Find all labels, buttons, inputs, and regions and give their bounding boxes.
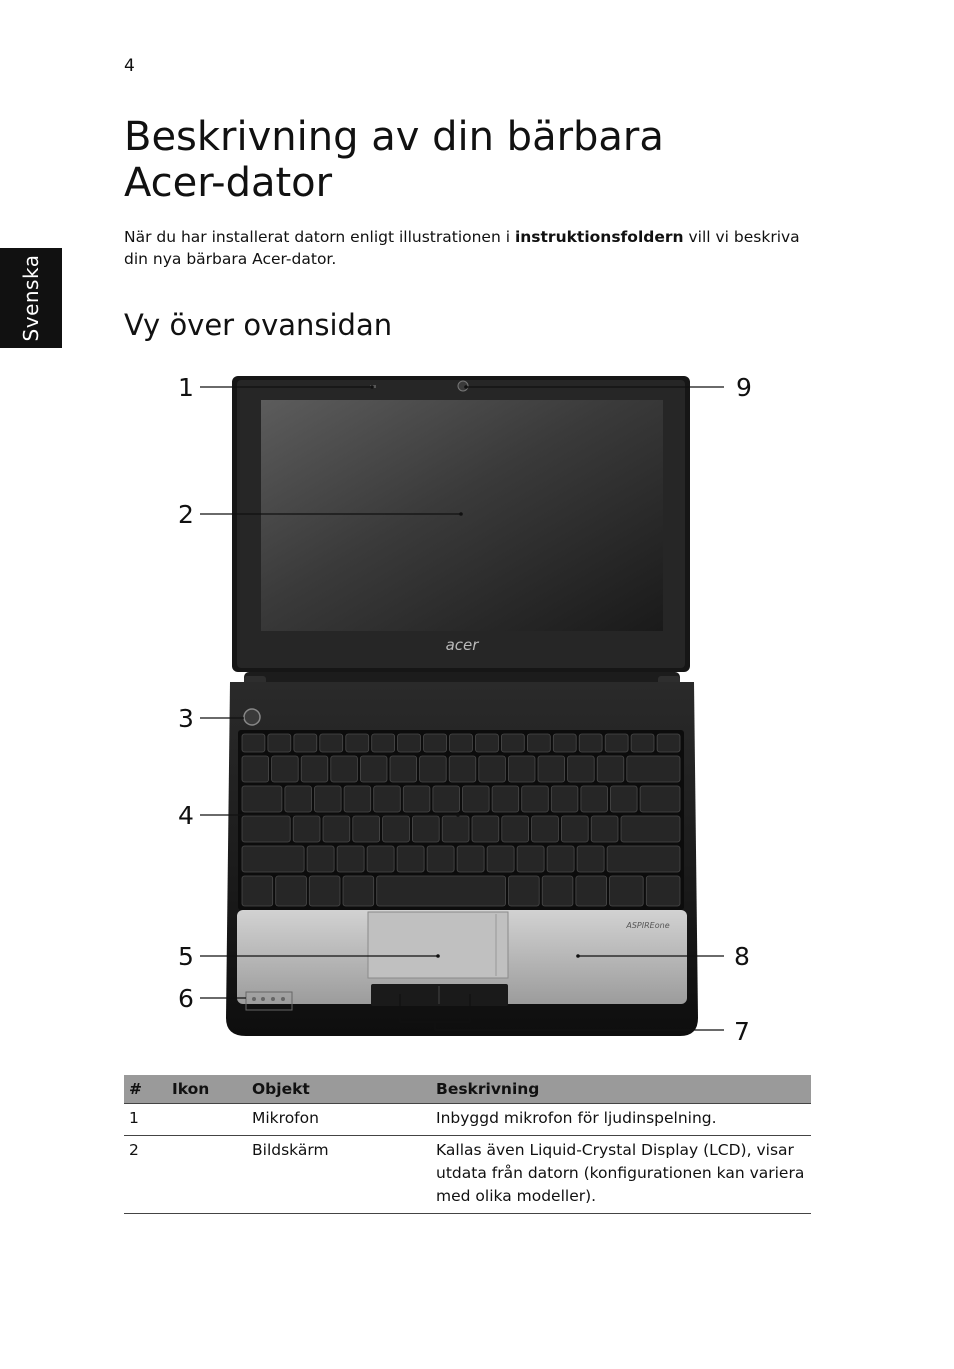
keyboard-key: [397, 846, 424, 872]
keyboard-key: [476, 734, 499, 752]
keyboard-key: [646, 876, 680, 906]
keyboard-key: [492, 786, 519, 812]
keyboard-key: [561, 816, 588, 842]
keyboard-key: [403, 786, 430, 812]
keyboard-key: [315, 786, 342, 812]
keyboard-key: [309, 876, 340, 906]
table-header-row: [124, 1075, 811, 1104]
intro-text-bold: instruktionsfoldern: [514, 228, 684, 246]
header-number: #: [124, 1075, 167, 1104]
keyboard-key: [472, 816, 499, 842]
keyboard-key: [242, 846, 304, 872]
row-number: 2: [124, 1136, 167, 1214]
keyboard-key: [293, 816, 320, 842]
keyboard-key: [479, 756, 506, 782]
keyboard-key: [320, 734, 343, 752]
keyboard-key: [242, 734, 265, 752]
keyboard-key: [374, 786, 401, 812]
page-title: [124, 114, 664, 206]
intro-paragraph: [124, 226, 804, 270]
keyboard-key: [542, 876, 573, 906]
display-screen: [261, 400, 663, 631]
keyboard-key: [538, 756, 565, 782]
keyboard-key: [377, 876, 506, 906]
keyboard-key: [509, 876, 540, 906]
keyboard-key: [487, 846, 514, 872]
row-description: Kallas även Liquid-Crystal Display (LCD), visar utdata från datorn (konfigurationen kan variera med olika modeller).: [431, 1136, 811, 1214]
keyboard-key: [501, 734, 524, 752]
keyboard-key: [657, 734, 680, 752]
row-description: Inbyggd mikrofon för ljudinspelning.: [431, 1104, 811, 1136]
keyboard-key: [607, 846, 680, 872]
keyboard-key: [420, 756, 447, 782]
keyboard-key: [627, 756, 680, 782]
callout-6: 6: [178, 984, 194, 1013]
header-description: Beskrivning: [431, 1075, 811, 1104]
component-table: [124, 1075, 811, 1214]
keyboard-key: [331, 756, 358, 782]
section-heading: Vy över ovansidan: [124, 308, 393, 342]
keyboard-key: [502, 816, 529, 842]
keyboard-key: [611, 786, 638, 812]
callout-9: 9: [736, 373, 752, 402]
keyboard-key: [568, 756, 595, 782]
page-title-line-1: Beskrivning av din bärbara: [124, 114, 664, 160]
keyboard-key: [547, 846, 574, 872]
keyboard-key: [631, 734, 654, 752]
keyboard-key: [268, 734, 291, 752]
callout-4: 4: [178, 801, 194, 830]
keyboard-key: [427, 846, 454, 872]
keyboard-key: [242, 876, 273, 906]
keyboard-key: [390, 756, 417, 782]
keyboard-key: [450, 734, 473, 752]
language-tab-label: Svenska: [19, 254, 43, 342]
keyboard-key: [412, 816, 439, 842]
keyboard-key: [553, 734, 576, 752]
power-button: [244, 709, 260, 725]
page-number: 4: [124, 56, 135, 76]
keyboard-key: [551, 786, 578, 812]
keyboard-key: [457, 846, 484, 872]
header-object: Objekt: [247, 1075, 431, 1104]
keyboard-key: [276, 876, 307, 906]
keyboard-key: [581, 786, 608, 812]
callout-3: 3: [178, 704, 194, 733]
keyboard-key: [307, 846, 334, 872]
keyboard-key: [301, 756, 328, 782]
keyboard-key: [449, 756, 476, 782]
keyboard-key: [527, 734, 550, 752]
intro-text-end: vill vi beskriva din nya bärbara Acer-dator.: [124, 228, 800, 268]
keyboard-key: [433, 786, 460, 812]
acer-logo-text: acer: [445, 636, 479, 654]
intro-text-start: När du har installerat datorn enligt illustrationen i: [124, 228, 515, 246]
keyboard-key: [285, 786, 312, 812]
keyboard-key: [424, 734, 447, 752]
table-row: [124, 1136, 811, 1214]
keyboard-key: [346, 734, 369, 752]
keyboard-key: [577, 846, 604, 872]
keyboard-key: [398, 734, 421, 752]
laptop-top-view-figure: [0, 360, 954, 1060]
row-icon: [167, 1104, 247, 1136]
row-object: Bildskärm: [247, 1136, 431, 1214]
keyboard-key: [640, 786, 680, 812]
keyboard-key: [242, 786, 282, 812]
keyboard: [238, 730, 684, 910]
keyboard-key: [344, 786, 371, 812]
keyboard-key: [242, 756, 269, 782]
keyboard-key: [532, 816, 559, 842]
laptop-illustration: [0, 360, 954, 1060]
touchpad: [368, 912, 508, 978]
keyboard-key: [337, 846, 364, 872]
keyboard-key: [621, 816, 680, 842]
keyboard-key: [323, 816, 350, 842]
callout-1: 1: [178, 373, 194, 402]
keyboard-key: [517, 846, 544, 872]
page-title-line-2: Acer-dator: [124, 160, 333, 206]
keyboard-key: [242, 816, 290, 842]
callout-8: 8: [734, 942, 750, 971]
header-icon: Ikon: [167, 1075, 247, 1104]
language-tab: [0, 248, 62, 348]
keyboard-key: [442, 816, 469, 842]
keyboard-key: [591, 816, 618, 842]
keyboard-key: [294, 734, 317, 752]
keyboard-key: [522, 786, 549, 812]
row-icon: [167, 1136, 247, 1214]
keyboard-key: [605, 734, 628, 752]
keyboard-key: [463, 786, 490, 812]
keyboard-key: [367, 846, 394, 872]
row-number: 1: [124, 1104, 167, 1136]
callout-7: 7: [734, 1017, 750, 1046]
keyboard-key: [353, 816, 380, 842]
keyboard-key: [597, 756, 624, 782]
keyboard-key: [576, 876, 607, 906]
keyboard-key: [272, 756, 299, 782]
table-row: [124, 1104, 811, 1136]
callout-2: 2: [178, 500, 194, 529]
keyboard-key: [372, 734, 395, 752]
keyboard-key: [579, 734, 602, 752]
keyboard-key: [343, 876, 374, 906]
row-object: Mikrofon: [247, 1104, 431, 1136]
keyboard-key: [360, 756, 387, 782]
keyboard-key: [508, 756, 535, 782]
aspire-one-logo-text: ASPIREone: [626, 921, 670, 930]
callout-5: 5: [178, 942, 194, 971]
keyboard-key: [383, 816, 410, 842]
keyboard-key: [610, 876, 644, 906]
